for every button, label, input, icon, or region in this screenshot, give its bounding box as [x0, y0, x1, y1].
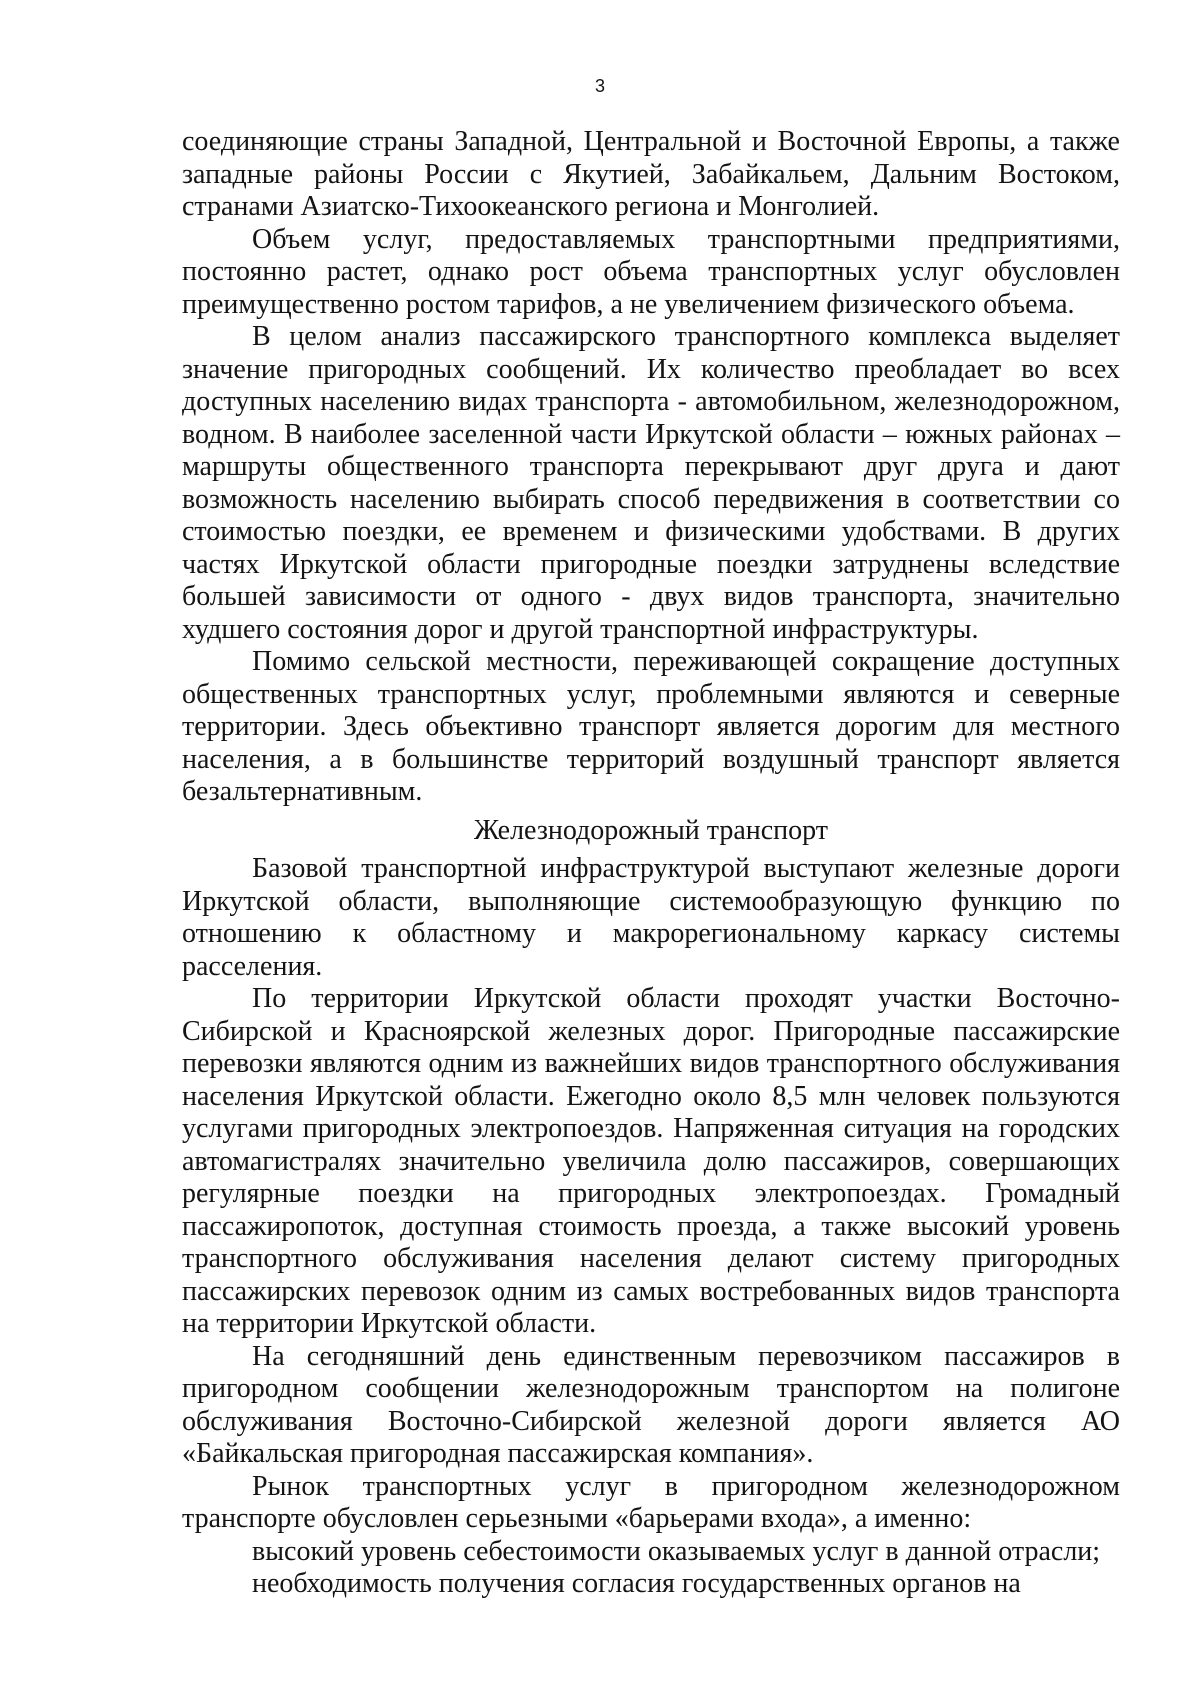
paragraph: Рынок транспортных услуг в пригородном железнодорожном транспорте обусловлен серьезными «барьерами входа», а именно:	[182, 1470, 1120, 1534]
section-heading: Железнодорожный транспорт	[473, 814, 829, 846]
list-item: необходимость получения согласия государственных органов на	[252, 1568, 1021, 1599]
list-item: высокий уровень себестоимости оказываемых услуг в данной отрасли;	[252, 1535, 1101, 1567]
paragraph-continuation: соединяющие страны Западной, Центральной и Восточной Европы, а также западные районы России с Якутией, Забайкальем, Дальним Востоком, странами Азиатско-Тихоокеанского региона и Монголией.	[182, 126, 1120, 222]
paragraph: Помимо сельской местности, переживающей сокращение доступных общественных транспортных услуг, проблемными являются и северные территории. Здесь объективно транспорт является дорогим для местного населения, а в большинстве территорий воздушный транспорт является безальтернативным.	[182, 646, 1120, 807]
paragraph: Объем услуг, предоставляемых транспортными предприятиями, постоянно растет, однако рост объема транспортных услуг обусловлен преимущественно ростом тарифов, а не увеличением физического объема.	[182, 223, 1120, 320]
paragraph: На сегодняшний день единственным перевозчиком пассажиров в пригородном сообщении железнодорожным транспортом на полигоне обслуживания Восточно-Сибирской железной дороги является АО «Байкальская пригородная пассажирская компания».	[182, 1340, 1120, 1469]
paragraph: По территории Иркутской области проходят участки Восточно-Сибирской и Красноярской железных дорог. Пригородные пассажирские перевозки являются одним из важнейших видов транспортного обслуживания населения Иркутской области. Ежегодно около 8,5 млн человек пользуются услугами пригородных электропоездов. Напряженная ситуация на городских автомагистралях значительно увеличила долю пассажиров, совершающих регулярные поездки на пригородных электропоездах. Громадный пассажиропоток, доступная стоимость проезда, а также высокий уровень транспортного обслуживания населения делают систему пригородных пассажирских перевозок одним из самых востребованных видов транспорта на территории Иркутской области.	[182, 983, 1120, 1339]
document-body	[182, 126, 1120, 1601]
paragraph: Базовой транспортной инфраструктурой выступают железные дороги Иркутской области, выполняющие системообразующую функцию по отношению к областному и макрорегиональному каркасу системы расселения.	[182, 853, 1120, 982]
page-number: 3	[594, 76, 605, 96]
paragraph: В целом анализ пассажирского транспортного комплекса выделяет значение пригородных сообщений. Их количество преобладает во всех доступных населению видах транспорта - автомобильном, железнодорожном, водном. В наиболее заселенной части Иркутской области – южных районах – маршруты общественного транспорта перекрывают друг друга и дают возможность населению выбирать способ передвижения в соответствии со стоимостью поездки, ее временем и физическими удобствами. В других частях Иркутской области пригородные поездки затруднены вследствие большей зависимости от одного - двух видов транспорта, значительно худшего состояния дорог и другой транспортной инфраструктуры.	[182, 321, 1120, 645]
